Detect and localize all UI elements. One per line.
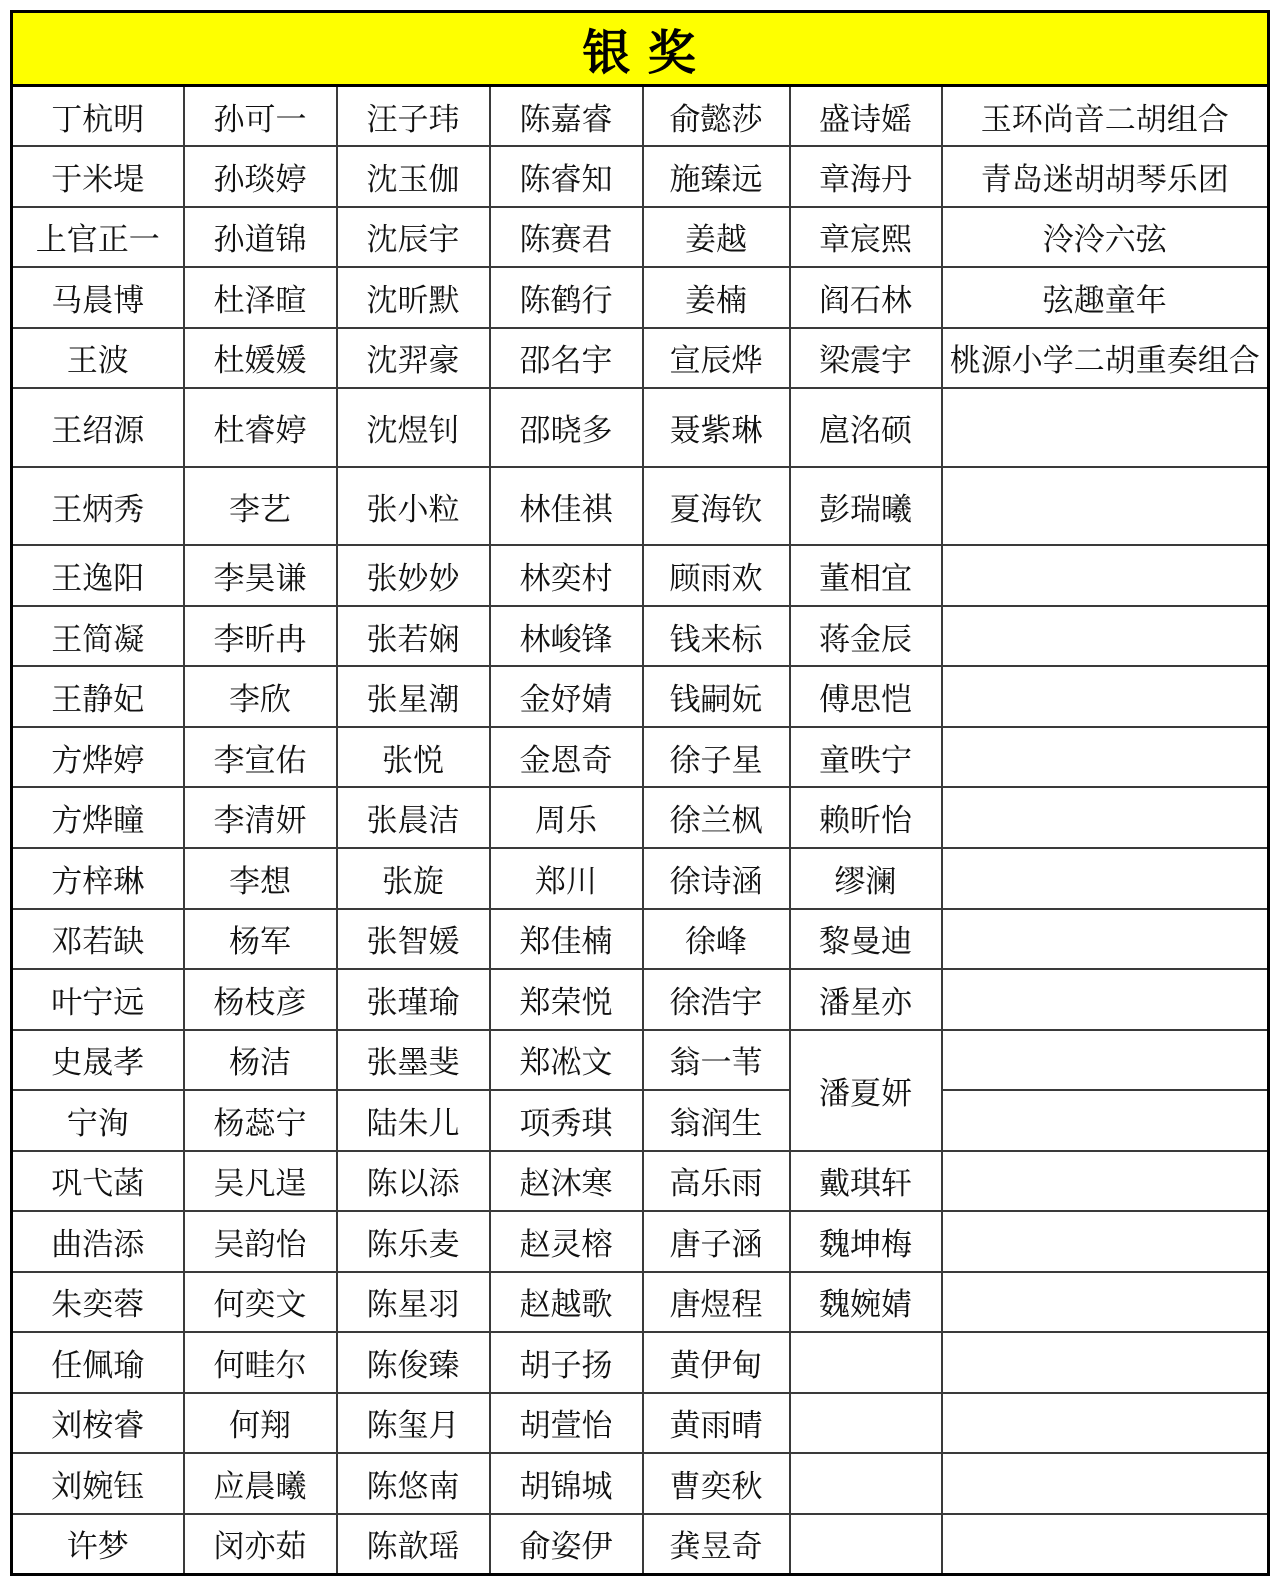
name-cell: 宁洵 [12,1090,184,1151]
name-cell: 曲浩添 [12,1211,184,1272]
name-cell: 叶宁远 [12,969,184,1030]
empty-cell [790,1332,942,1393]
name-cell: 郑凇文 [490,1030,643,1091]
empty-cell [942,388,1269,467]
empty-cell [942,969,1269,1030]
name-cell: 魏坤梅 [790,1211,942,1272]
name-cell: 曹奕秋 [643,1453,790,1514]
name-cell: 丁杭明 [12,86,184,147]
name-cell: 上官正一 [12,207,184,268]
empty-cell [942,1211,1269,1272]
name-cell: 刘桉睿 [12,1393,184,1454]
name-cell: 许梦 [12,1514,184,1575]
name-cell: 沈煜钊 [337,388,490,467]
name-cell: 沈昕默 [337,267,490,328]
name-cell: 何奕文 [184,1272,337,1333]
name-cell: 杨洁 [184,1030,337,1091]
name-cell: 李艺 [184,467,337,546]
name-cell: 王简凝 [12,606,184,667]
name-cell: 姜越 [643,207,790,268]
name-cell: 邵名宇 [490,328,643,389]
name-cell: 方烨婷 [12,727,184,788]
name-cell: 何翔 [184,1393,337,1454]
name-cell: 徐子星 [643,727,790,788]
silver-award-table [10,10,1270,1576]
name-cell: 钱嗣妧 [643,666,790,727]
name-cell: 盛诗媱 [790,86,942,147]
table-row [12,727,1269,788]
name-cell: 玉环尚音二胡组合 [942,86,1269,147]
name-cell: 刘婉钰 [12,1453,184,1514]
empty-cell [942,1393,1269,1454]
name-cell: 郑川 [490,848,643,909]
table-row [12,86,1269,147]
name-cell: 李昊谦 [184,545,337,606]
name-cell: 傅思恺 [790,666,942,727]
empty-cell [942,1090,1269,1151]
empty-cell [942,1332,1269,1393]
name-cell: 陈悠南 [337,1453,490,1514]
name-cell: 任佩瑜 [12,1332,184,1393]
name-cell: 徐兰枫 [643,787,790,848]
table-row [12,1151,1269,1212]
table-row [12,1453,1269,1514]
name-cell: 于米堤 [12,146,184,207]
table-row [12,267,1269,328]
name-cell: 金恩奇 [490,727,643,788]
name-cell: 马晨博 [12,267,184,328]
name-cell: 朱奕蓉 [12,1272,184,1333]
name-cell: 泠泠六弦 [942,207,1269,268]
empty-cell [942,727,1269,788]
name-cell: 史晟孝 [12,1030,184,1091]
name-cell: 青岛迷胡胡琴乐团 [942,146,1269,207]
name-cell: 赖昕怡 [790,787,942,848]
name-cell: 蒋金辰 [790,606,942,667]
name-cell: 张悦 [337,727,490,788]
name-cell: 陆朱儿 [337,1090,490,1151]
name-cell: 宣辰烨 [643,328,790,389]
table-row [12,545,1269,606]
name-cell: 应晨曦 [184,1453,337,1514]
name-cell: 王波 [12,328,184,389]
name-cell: 龚昱奇 [643,1514,790,1575]
name-cell: 王逸阳 [12,545,184,606]
name-cell: 林奕村 [490,545,643,606]
name-cell: 李昕冉 [184,606,337,667]
name-cell: 何畦尔 [184,1332,337,1393]
name-cell: 王绍源 [12,388,184,467]
name-cell: 汪子玮 [337,86,490,147]
name-cell: 方烨瞳 [12,787,184,848]
table-row [12,666,1269,727]
name-cell: 孙可一 [184,86,337,147]
name-cell: 施臻远 [643,146,790,207]
name-cell: 陈乐麦 [337,1211,490,1272]
name-cell: 胡萱怡 [490,1393,643,1454]
name-cell: 金妤婧 [490,666,643,727]
name-cell: 杜泽暄 [184,267,337,328]
name-cell: 孙琰婷 [184,146,337,207]
table-row [12,1332,1269,1393]
empty-cell [942,606,1269,667]
name-cell: 李欣 [184,666,337,727]
name-cell: 戴琪轩 [790,1151,942,1212]
name-cell: 张妙妙 [337,545,490,606]
name-cell: 巩弋菡 [12,1151,184,1212]
empty-cell [942,1272,1269,1333]
name-cell: 张智媛 [337,909,490,970]
name-cell: 赵越歌 [490,1272,643,1333]
name-cell: 王静妃 [12,666,184,727]
empty-cell [942,1151,1269,1212]
name-cell: 李想 [184,848,337,909]
table-row [12,146,1269,207]
empty-cell [942,1030,1269,1091]
name-cell: 董相宜 [790,545,942,606]
name-cell: 弦趣童年 [942,267,1269,328]
name-cell: 姜楠 [643,267,790,328]
award-table-body [12,86,1269,1575]
name-cell: 林峻锋 [490,606,643,667]
name-cell: 杜睿婷 [184,388,337,467]
name-cell: 杨枝彦 [184,969,337,1030]
name-cell: 黄伊甸 [643,1332,790,1393]
name-cell: 邓若缺 [12,909,184,970]
name-cell: 沈辰宇 [337,207,490,268]
empty-cell [790,1514,942,1575]
name-cell: 黎曼迪 [790,909,942,970]
name-cell: 杜媛媛 [184,328,337,389]
award-title: 银 奖 [12,12,1269,86]
table-row [12,1211,1269,1272]
name-cell: 彭瑞曦 [790,467,942,546]
table-row [12,606,1269,667]
name-cell: 翁一苇 [643,1030,790,1091]
name-cell: 李宣佑 [184,727,337,788]
table-row [12,1393,1269,1454]
name-cell: 吴韵怡 [184,1211,337,1272]
empty-cell [942,909,1269,970]
table-header [12,12,1269,86]
name-cell: 聂紫琳 [643,388,790,467]
name-cell: 林佳祺 [490,467,643,546]
name-cell: 张星潮 [337,666,490,727]
name-cell: 张若娴 [337,606,490,667]
name-cell: 孙道锦 [184,207,337,268]
table-row [12,467,1269,546]
name-cell: 杨蕊宁 [184,1090,337,1151]
empty-cell [942,848,1269,909]
empty-cell [942,1453,1269,1514]
name-cell: 胡子扬 [490,1332,643,1393]
name-cell: 高乐雨 [643,1151,790,1212]
name-cell: 沈羿豪 [337,328,490,389]
name-cell: 陈俊臻 [337,1332,490,1393]
empty-cell [942,787,1269,848]
name-cell: 张旋 [337,848,490,909]
name-cell: 阎石林 [790,267,942,328]
name-cell: 张晨洁 [337,787,490,848]
name-cell: 扈洺硕 [790,388,942,467]
name-cell: 桃源小学二胡重奏组合 [942,328,1269,389]
name-cell: 陈星羽 [337,1272,490,1333]
name-cell: 徐浩宇 [643,969,790,1030]
empty-cell [790,1393,942,1454]
name-cell: 胡锦城 [490,1453,643,1514]
title-row [12,12,1269,86]
name-cell: 徐诗涵 [643,848,790,909]
name-cell: 沈玉伽 [337,146,490,207]
name-cell: 杨军 [184,909,337,970]
name-cell: 钱来标 [643,606,790,667]
name-cell: 黄雨晴 [643,1393,790,1454]
name-cell: 郑荣悦 [490,969,643,1030]
name-cell: 郑佳楠 [490,909,643,970]
name-cell: 赵灵榕 [490,1211,643,1272]
name-cell: 李清妍 [184,787,337,848]
table-row [12,328,1269,389]
table-row [12,1272,1269,1333]
name-cell: 王炳秀 [12,467,184,546]
table-row [12,207,1269,268]
name-cell: 魏婉婧 [790,1272,942,1333]
name-cell: 陈赛君 [490,207,643,268]
name-cell: 童昳宁 [790,727,942,788]
name-cell: 缪澜 [790,848,942,909]
name-cell: 周乐 [490,787,643,848]
name-cell: 邵晓多 [490,388,643,467]
empty-cell [942,467,1269,546]
table-row [12,1090,1269,1151]
name-cell: 顾雨欢 [643,545,790,606]
name-cell: 方梓琳 [12,848,184,909]
name-cell: 潘星亦 [790,969,942,1030]
name-cell: 项秀琪 [490,1090,643,1151]
name-cell: 夏海钦 [643,467,790,546]
merged-name-cell: 潘夏妍 [790,1030,942,1151]
name-cell: 唐煜程 [643,1272,790,1333]
empty-cell [942,666,1269,727]
name-cell: 张瑾瑜 [337,969,490,1030]
name-cell: 陈睿知 [490,146,643,207]
name-cell: 闵亦茹 [184,1514,337,1575]
name-cell: 翁润生 [643,1090,790,1151]
table-row [12,1030,1269,1091]
table-row [12,909,1269,970]
name-cell: 唐子涵 [643,1211,790,1272]
empty-cell [942,545,1269,606]
empty-cell [790,1453,942,1514]
table-row [12,1514,1269,1575]
name-cell: 张墨斐 [337,1030,490,1091]
name-cell: 俞姿伊 [490,1514,643,1575]
name-cell: 陈以添 [337,1151,490,1212]
empty-cell [942,1514,1269,1575]
name-cell: 陈鹤行 [490,267,643,328]
table-row [12,848,1269,909]
name-cell: 梁震宇 [790,328,942,389]
table-row [12,787,1269,848]
table-row [12,388,1269,467]
table-row [12,969,1269,1030]
name-cell: 陈嘉睿 [490,86,643,147]
name-cell: 俞懿莎 [643,86,790,147]
name-cell: 张小粒 [337,467,490,546]
name-cell: 陈歆瑶 [337,1514,490,1575]
name-cell: 章海丹 [790,146,942,207]
name-cell: 章宸熙 [790,207,942,268]
name-cell: 陈玺月 [337,1393,490,1454]
name-cell: 赵沐寒 [490,1151,643,1212]
name-cell: 吴凡逞 [184,1151,337,1212]
name-cell: 徐峰 [643,909,790,970]
